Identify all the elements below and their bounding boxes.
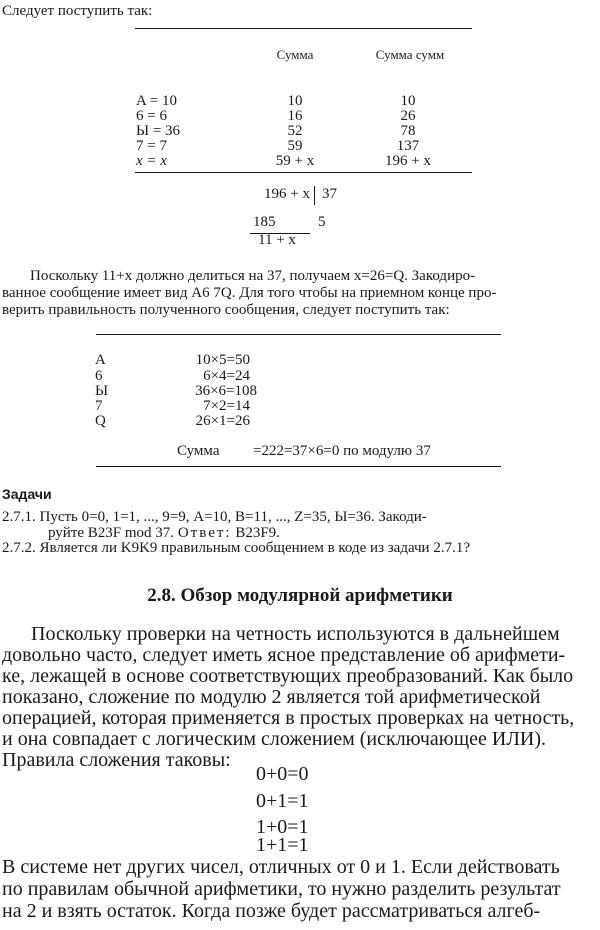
- column-header-sum: Сумма: [276, 47, 314, 62]
- tasks-heading: Задачи: [2, 486, 52, 502]
- paragraph-line: Поскольку 11+x должно делиться на 37, получаем x=26=Q. Закодиро-: [30, 268, 476, 284]
- table-cell: 196 + x: [385, 153, 431, 169]
- table-cell: 7×2=14: [203, 398, 250, 414]
- paragraph-line: Правила сложения таковы:: [2, 749, 231, 771]
- table-top-rule: [96, 334, 501, 335]
- addition-rule: 0+1=1: [256, 790, 309, 812]
- table-row-label: x = x: [136, 153, 167, 169]
- sum-value: =222=37×6=0 по модулю 37: [253, 443, 431, 459]
- table-cell: 16: [287, 108, 303, 124]
- sum-label: Сумма: [177, 443, 220, 459]
- table-row-label: Q: [95, 413, 106, 429]
- table-cell: 10: [400, 93, 416, 109]
- table-row-label: 7: [95, 398, 103, 414]
- task-item-continuation: руйте B23F mod 37. Ответ: B23F9.: [48, 525, 280, 541]
- table-cell: 137: [396, 138, 420, 154]
- paragraph-line: ке, лежащей в основе соответствующих преобразований. Как было: [2, 665, 574, 687]
- table-row-label: Ы = 36: [136, 123, 181, 139]
- division-subtract: 185: [253, 214, 276, 230]
- column-header-sum-of-sums: Сумма сумм: [375, 47, 445, 62]
- paragraph-line: на 2 и взять остаток. Когда позже будет рассматриваться алгеб-: [2, 900, 541, 922]
- division-remainder: 11 + x: [258, 232, 296, 248]
- paragraph-line: операцией, которая применяется в простых проверках на четность,: [2, 707, 575, 729]
- table-row-label: A: [95, 352, 106, 368]
- paragraph-line: верить правильность полученного сообщения, следует поступить так:: [2, 302, 450, 318]
- intro-text: Следует поступить так:: [2, 3, 153, 19]
- division-dividend: 196 + x: [264, 186, 310, 202]
- table-cell: 59: [287, 138, 303, 154]
- division-quotient: 5: [318, 214, 326, 230]
- table-row-label: Ы: [95, 383, 109, 399]
- section-title: 2.8. Обзор модулярной арифметики: [147, 585, 453, 606]
- paragraph-line: довольно часто, следует иметь ясное представление об арифмети-: [2, 644, 566, 666]
- table-cell: 10: [287, 93, 303, 109]
- table-cell: 10×5=50: [195, 352, 250, 368]
- table-row-label: A = 10: [136, 93, 177, 109]
- paragraph-line: Поскольку проверки на четность используются в дальнейшем: [31, 623, 560, 645]
- table-row-label: 7 = 7: [136, 138, 167, 154]
- answer-label: Ответ:: [177, 525, 232, 541]
- table-row-label: 6: [95, 368, 103, 384]
- table-cell: 26: [400, 108, 416, 124]
- table-top-rule: [135, 28, 472, 29]
- paragraph-line: по правилам обычной арифметики, то нужно разделить результат: [2, 878, 561, 900]
- paragraph-line: ванное сообщение имеет вид A6 7Q. Для того чтобы на приемном конце про-: [2, 285, 497, 301]
- table-cell: 52: [287, 123, 303, 139]
- addition-rule: 1+0=1: [256, 816, 309, 838]
- paragraph-line: и она совпадает с логическим сложением (исключающее ИЛИ).: [2, 728, 546, 750]
- table-cell: 26×1=26: [195, 413, 250, 429]
- table-row-label: 6 = 6: [136, 108, 167, 124]
- table-cell: 6×4=24: [203, 368, 250, 384]
- addition-rule: 1+1=1: [256, 834, 309, 856]
- table-bottom-rule: [135, 172, 472, 173]
- task-item: 2.7.1. Пусть 0=0, 1=1, ..., 9=9, A=10, B=11, ..., Z=35, Ы=36. Закоди-: [2, 509, 427, 525]
- table-bottom-rule: [96, 466, 501, 467]
- table-cell: 36×6=108: [195, 383, 257, 399]
- division-divisor: 37: [322, 186, 337, 202]
- paragraph-line: показано, сложение по модулю 2 является той арифметической: [2, 686, 541, 708]
- table-cell: 78: [400, 123, 416, 139]
- addition-rule: 0+0=0: [256, 763, 309, 785]
- table-cell: 59 + x: [275, 153, 315, 169]
- paragraph-line: В системе нет других чисел, отличных от 0 и 1. Если действовать: [2, 856, 560, 878]
- division-bar: [314, 186, 315, 205]
- answer-value: B23F9.: [235, 525, 280, 541]
- task-item: 2.7.2. Является ли K9K9 правильным сообщением в коде из задачи 2.7.1?: [2, 540, 470, 556]
